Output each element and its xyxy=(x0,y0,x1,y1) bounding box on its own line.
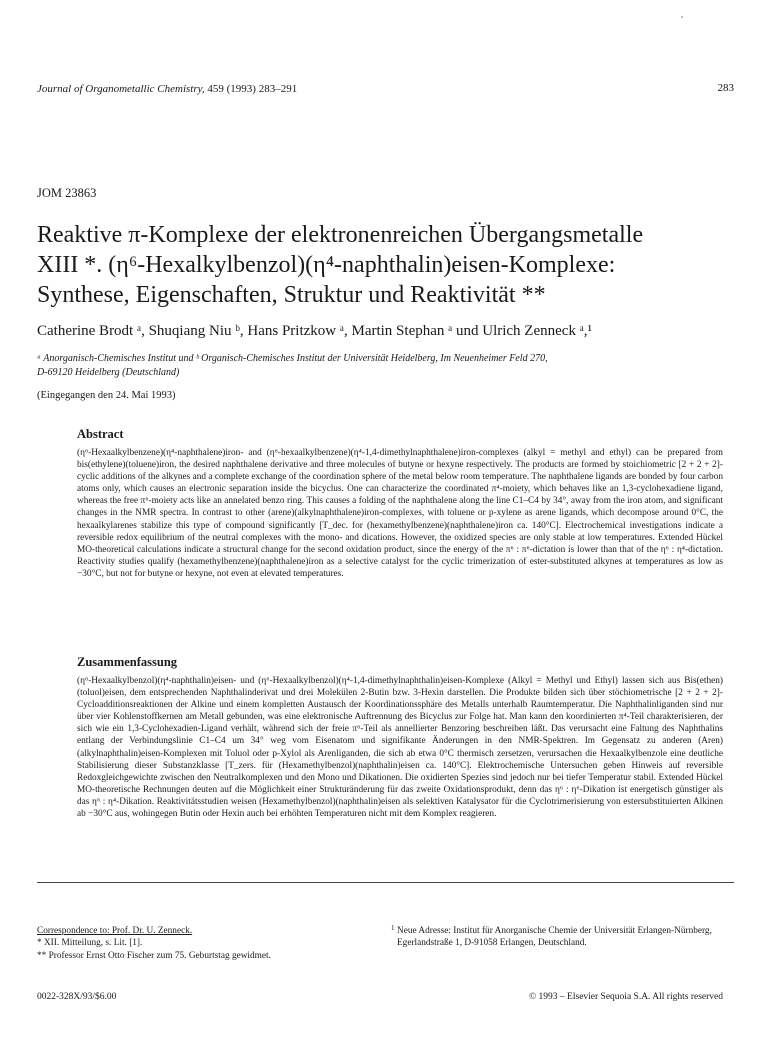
title-line-2: XIII *. (η⁶-Hexalkylbenzol)(η⁴-naphthalin)eisen-Komplexe: xyxy=(37,252,616,278)
footnote-new-address: Neue Adresse: Institut für Anorganische Chemie der Universität Erlangen-Nürnberg, Egerlandstraße 1, D-91058 Erlangen, Deutschland. xyxy=(397,926,712,949)
page-number: 283 xyxy=(717,82,734,94)
abstract-heading: Abstract xyxy=(77,427,124,441)
journal-citation xyxy=(37,83,297,95)
speck-mark xyxy=(681,16,683,18)
footnote-double-star: ** Professor Ernst Otto Fischer zum 75. Geburtstag gewidmet. xyxy=(37,950,271,961)
footnotes-right xyxy=(391,924,723,950)
issn-price: 0022-328X/93/$6.00 xyxy=(37,992,117,1002)
zusammenfassung-heading: Zusammenfassung xyxy=(77,655,178,669)
correspondence-note: Correspondence to: Prof. Dr. U. Zenneck. xyxy=(37,926,193,936)
affiliation-line-2: D-69120 Heidelberg (Deutschland) xyxy=(37,366,180,378)
affiliation-line-1: ᵃ Anorganisch-Chemisches Institut und ᵇ Organisch-Chemisches Institut der Universität Heidelberg, Im Neuenheimer Feld 270, xyxy=(37,353,548,364)
received-date: (Eingegangen den 24. Mai 1993) xyxy=(37,390,176,401)
footnote-marker: 1 xyxy=(391,924,395,932)
footnotes-left xyxy=(37,925,382,962)
title-line-3: Synthese, Eigenschaften, Struktur und Reaktivität ** xyxy=(37,282,546,308)
title-line-1: Reaktive π-Komplexe der elektronenreichen Übergangsmetalle xyxy=(37,222,644,248)
article-title xyxy=(37,220,737,310)
zusammenfassung-text: (η⁶-Hexaalkylbenzol)(η⁴-naphthalin)eisen- und (η⁶-Hexaalkylbenzol)(η⁴-1,4-dimethylnaphthalin)eisen-Komplexe (Alkyl = Methyl und Ethyl) lassen sich aus Bis(ethen)(toluol)eisen, dem entsprechenden Naphthalinderivat und drei Molekülen 2-Butin bzw. 3-Hexin darstellen. Die Produkte bilden sich über stöchiometrische [2 + 2 + 2]-Cycloadditionsreaktionen der Alkine und einem kompletten Austausch der Koordinationssphäre des Metalls unterhalb Raumtemperatur. Die Naphthalinliganden sind nur über vier Kohlenstoffkernen am Metall gebunden, was eine elektronische Auftrennung des Bicyclus zur Folge hat. Man kann den koordinierten π⁴-Teil charakterisieren, der sich wie ein 1,3-Cyclohexadien-Ligand verhält, während sich der freie π⁶-Teil als annellierter Benzoring beschreiben läßt. Das verursacht eine Faltung des Naphthalins entlang der Verbindungslinie C1–C4 um 34° weg vom Eisenatom und signifikante Änderungen in den NMR-Spektren. Im Gegensatz zu anderen (Aren)(alkylnaphthalin)eisen-Komplexen mit Toluol oder p-Xylol als Arenliganden, die sich ab etwa 0°C thermisch zersetzen, verursachen die Hexaalkylbenzole eine deutliche Stabilisierung dieser Substanzklasse [T_zers. für (Hexamethylbenzol)(naphthalin)eisen ca. 140°C]. Elektrochemische Untersuchen geben Hinweis auf reversible Redoxgleichgewichte zwischen den Neutralkomplexen und den Mono und Dikationen. Die oxidierten Spezies sind jedoch nur bei tiefer Temperatur stabil. Extended Hückel MO-theoretische Rechnungen deuten auf die Möglichkeit einer Strukturänderung für das zweite Oxidationsprodukt, denn das η⁶ : η⁶-Dikation ist energetisch günstiger als das η⁶ : η⁴-Dikation. Reaktivitätsstudien weisen (Hexamethylbenzol)(naphthalin)eisen als selektiven Katalysator für die Cyclotrimerisierung von estersubstituierten Alkinen ab −30°C aus, wohingegen Butin oder Hexin auch bei erhöhten Temperaturen nicht mit dem Komplex reagieren. xyxy=(77,676,723,820)
abstract-text: (η⁶-Hexaalkylbenzene)(η⁴-naphthalene)iron- and (η⁶-hexaalkylbenzene)(η⁴-1,4-dimethylnaphthalene)iron-complexes (alkyl = methyl and ethyl) can be prepared from bis(ethylene)(toluene)iron, the desired naphthalene derivative and three molecules of butyne or hexyne respectively. The products are formed by stoichiometric [2 + 2 + 2]-cyclic additions of the alkynes and a complete exchange of the coordination sphere of the metal below room temperature. The naphthalene ligands are bonded by four carbon atoms only, which causes an electronic separation inside the bicyclus. One can characterize the coordinated π⁴-moiety, which behaves like an 1,3-cyclohexadiene ligand, whereas the free π⁶-moiety acts like an annelated benzo ring. This causes a folding of the naphthalene along the line C1–C4 by 34°, away from the iron atom, and significant changes in the NMR spectra. In contrast to other (arene)(alkylnaphthalene)iron-complexes, with toluene or p-xylene as arene ligands, which decompose around 0°C, the hexaalkylarenes stabilize this type of compound significantly [T_dec. for (hexamethylbenzene)(naphthalene)iron ca. 140°C]. Electrochemical investigations indicate a reversible redox equilibrium of the neutral complexes with the mono- and dications. However, the oxidized species are only stable at low temperatures. Extended Hückel MO-theoretical calculations indicate a structural change for the second oxidation product, since the energy of the π⁶ : π⁶-dictation is lower than that of the η⁶ : η⁴-dictation. Reactivity studies qualify (hexamethylbenzene)(naphthalene)iron as a selective catalyst for the cyclic trimerization of ester-substituted alkynes at temperatures as low as −30°C, but not for butyne or hexyne, not even at elevated temperatures. xyxy=(77,448,723,579)
footnote-star: * XII. Mitteilung, s. Lit. [1]. xyxy=(37,938,143,949)
authors: Catherine Brodt ᵃ, Shuqiang Niu ᵇ, Hans Pritzkow ᵃ, Martin Stephan ᵃ und Ulrich Zenneck ᵃ,¹ xyxy=(37,323,593,339)
copyright: © 1993 – Elsevier Sequoia S.A. All rights reserved xyxy=(528,992,723,1002)
journal-name: Journal of Organometallic Chemistry, xyxy=(37,83,205,95)
affiliation xyxy=(37,352,737,379)
footnote-divider xyxy=(37,882,734,883)
jom-id: JOM 23863 xyxy=(37,186,97,200)
journal-volume-pages: 459 (1993) 283–291 xyxy=(204,83,298,95)
